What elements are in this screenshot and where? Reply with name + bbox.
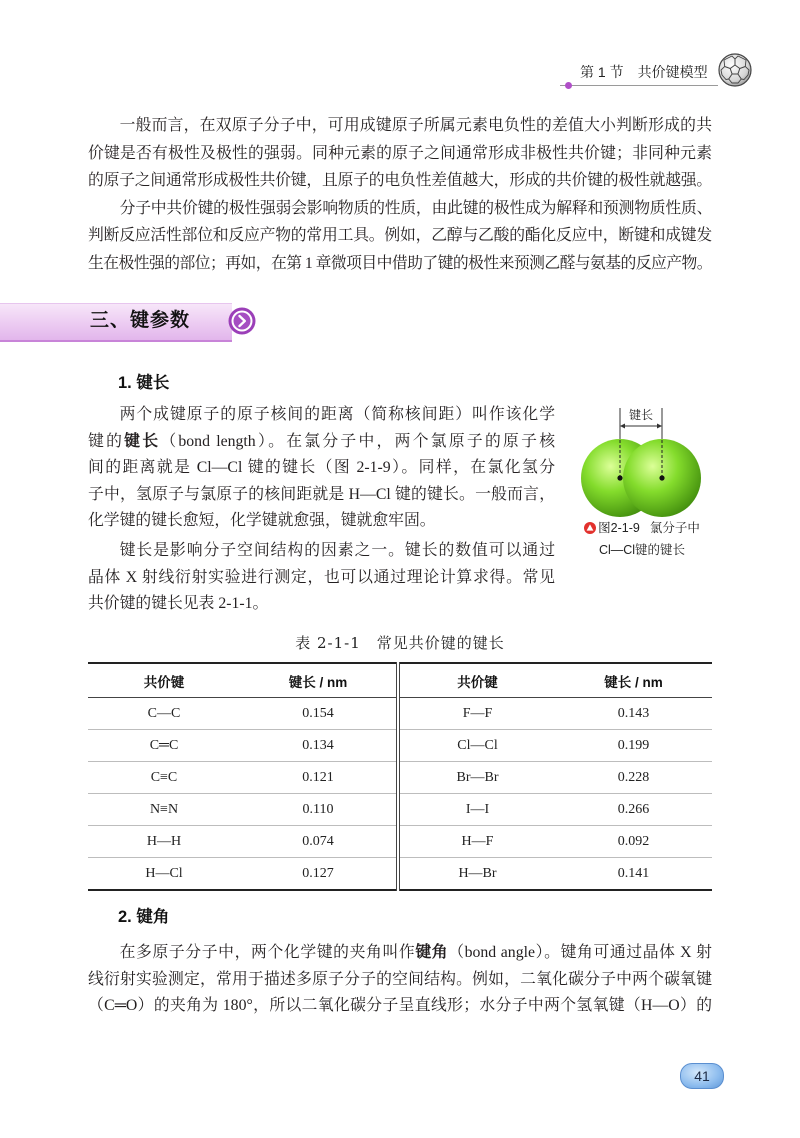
- table-cell: 0.141: [617, 865, 650, 881]
- table-header-row: [88, 663, 712, 698]
- subsection-heading-bond-angle: 2. 键角: [118, 908, 170, 926]
- header-chapter-title: 共价键模型: [637, 64, 708, 80]
- paragraph-line: 生在极性强的部位；再如，在第 1 章微项目中借助了键的极性来预测乙醛与氨基的反应产物。: [88, 254, 712, 272]
- running-header: [580, 62, 708, 82]
- caption-line-1: [570, 518, 714, 540]
- table-row: [88, 858, 712, 891]
- column-header: 共价键: [88, 663, 240, 698]
- section-heading-title: 三、键参数: [90, 310, 191, 331]
- bond-length-paragraph-1: [88, 402, 555, 535]
- paragraph-line: [88, 940, 712, 967]
- header-accent-dot: [565, 82, 572, 89]
- table-row: [88, 794, 712, 826]
- bond-length-table: [88, 662, 712, 891]
- intro-paragraph-2: [88, 195, 712, 278]
- caption-figure-number: 图2-1-9: [598, 521, 640, 535]
- paragraph-line: 化学键的键长愈短，化学键就愈强，键就愈牢固。: [88, 512, 436, 529]
- paragraph-line: 共价键的键长见表 2-1-1。: [88, 595, 269, 612]
- caption-line-2: Cl—Cl键的键长: [598, 543, 686, 557]
- subsection-heading-bond-length: 1. 键长: [118, 374, 170, 392]
- table-cell: 0.110: [240, 794, 398, 826]
- table-row: [88, 826, 712, 858]
- table-cell: 0.228: [555, 762, 712, 794]
- paragraph-line: [88, 429, 555, 456]
- paragraph-line: 的原子之间通常形成极性共价键，且原子的电负性差值越大，形成的共价键的极性就越强。: [88, 172, 712, 189]
- text-run: （bond angle）。键角可通过晶体 X 射: [448, 944, 712, 961]
- paragraph-line: 判断反应活性部位和反应产物的常用工具。例如，乙醇与乙酸的酯化反应中，断键和成键发: [88, 227, 712, 244]
- bond-angle-paragraph: [88, 940, 712, 1020]
- table-cell: 0.134: [240, 730, 398, 762]
- text-run: （bond length）。在氯分子中，两个氯原子的原子核: [160, 432, 555, 450]
- chlorine-molecule-figure: [576, 402, 712, 520]
- header-rule: [560, 85, 718, 86]
- column-header: 键长 / nm: [555, 663, 712, 698]
- header-section-number: 第 1 节: [580, 64, 624, 80]
- table-cell: C—C: [88, 698, 240, 730]
- figure-caption: [570, 518, 714, 560]
- table-cell: H—F: [398, 826, 555, 858]
- bond-length-paragraph-2: [88, 538, 555, 618]
- bond-length-label: 键长: [628, 408, 654, 422]
- left-nucleus-dot: [617, 475, 622, 480]
- paragraph-line: 一般而言，在双原子分子中，可用成键原子所属元素电负性的差值大小判断形成的共: [119, 117, 712, 134]
- red-triangle-icon: [584, 520, 596, 540]
- paragraph-line: 间的距离就是 Cl—Cl 键的键长（图 2-1-9）。同样，在氯化氢分: [88, 459, 555, 476]
- table-cell: 0.074: [240, 826, 398, 858]
- paragraph-line: 子中，氢原子与氯原子的核间距就是 H—Cl 键的键长。一般而言，: [88, 485, 555, 503]
- term-bond-length: 键长: [124, 432, 161, 450]
- paragraph-line: 晶体 X 射线衍射实验进行测定，也可以通过理论计算求得。常见: [88, 568, 555, 586]
- paragraph-line: 键长是影响分子空间结构的因素之一。键长的数值可以通过: [119, 542, 555, 559]
- intro-paragraph-1: [88, 112, 712, 195]
- table-cell: 0.121: [240, 762, 398, 794]
- text-run: 在多原子分子中，两个化学键的夹角叫作: [119, 944, 416, 961]
- table-cell: Br—Br: [398, 762, 555, 794]
- table-cell: C≡C: [88, 762, 240, 794]
- table-cell: N≡N: [88, 794, 240, 826]
- column-header: 键长 / nm: [240, 663, 398, 698]
- fullerene-ball-icon: [717, 52, 753, 88]
- arrowhead-left: [620, 424, 625, 429]
- table-cell: H—Br: [398, 858, 555, 891]
- table-cell: F—F: [398, 698, 555, 730]
- table-cell: Cl—Cl: [398, 730, 555, 762]
- paragraph-line: 价键是否有极性及极性的强弱。同种元素的原子之间通常形成非极性共价键；非同种元素: [88, 144, 712, 162]
- caption-figure-title: 氯分子中: [649, 521, 700, 535]
- table-row: [88, 698, 712, 730]
- paragraph-line: 分子中共价键的极性强弱会影响物质的性质，由此键的极性成为解释和预测物质性质、: [119, 199, 712, 217]
- table-cell: 0.154: [240, 698, 398, 730]
- table-cell: 0.199: [555, 730, 712, 762]
- paragraph-line: 两个成键原子的原子核间的距离（简称核间距）叫作该化学: [119, 406, 555, 423]
- table-cell: 0.092: [555, 826, 712, 858]
- table-cell: H—H: [88, 826, 240, 858]
- arrowhead-right: [657, 424, 662, 429]
- table-cell: 0.266: [555, 794, 712, 826]
- table-row: [88, 730, 712, 762]
- table-cell: 0.127: [302, 865, 334, 881]
- table-cell: I—I: [398, 794, 555, 826]
- intro-text: [88, 112, 712, 277]
- right-nucleus-dot: [659, 475, 664, 480]
- term-bond-angle: 键角: [415, 944, 449, 961]
- table-title: 表 2-1-1 常见共价键的键长: [295, 634, 505, 652]
- table-row: [88, 762, 712, 794]
- circle-arrow-right-icon: [227, 306, 257, 336]
- page-number: 41: [680, 1063, 724, 1089]
- table-cell: H—Cl: [145, 865, 183, 881]
- table-cell: 0.143: [555, 698, 712, 730]
- text-run: 键的: [88, 432, 125, 450]
- table-cell: C═C: [88, 730, 240, 762]
- paragraph-line: 线衍射实验测定，常用于描述多原子分子的空间结构。例如，二氧化碳分子中两个碳氧键: [88, 970, 712, 988]
- column-header: 共价键: [398, 663, 555, 698]
- paragraph-line: （C═O）的夹角为 180°，所以二氧化碳分子呈直线形；水分子中两个氢氧键（H—O）的: [88, 997, 712, 1014]
